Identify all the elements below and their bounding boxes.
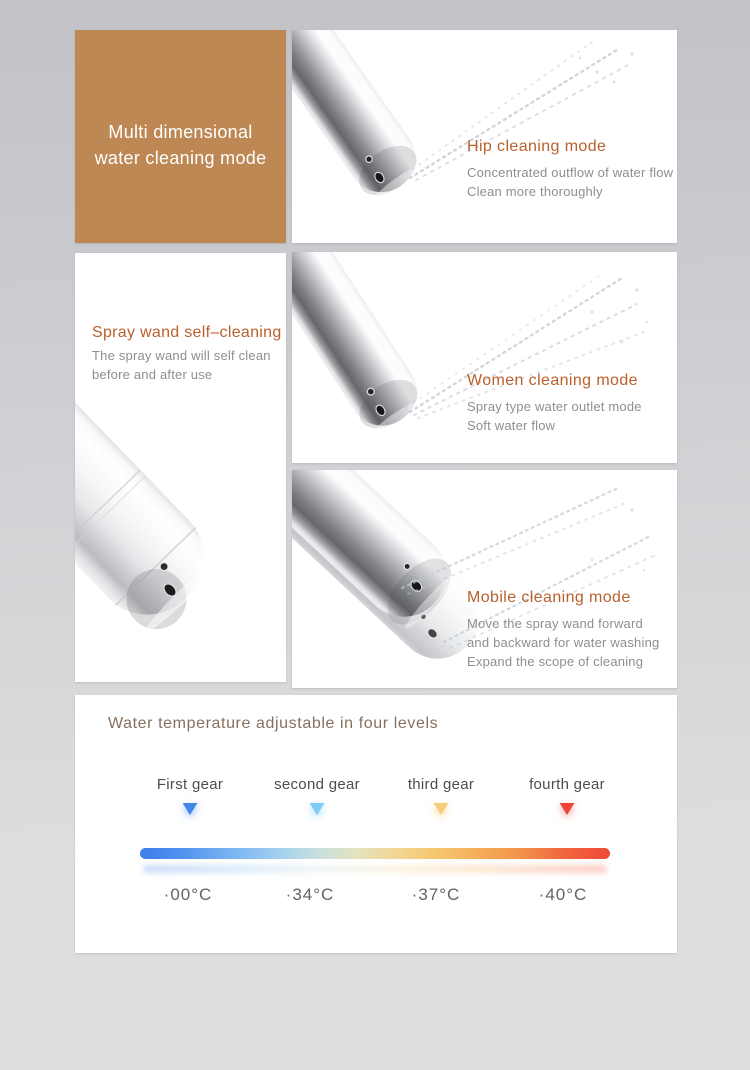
- spray-wand-icon: [292, 30, 677, 243]
- gear-column-third: [376, 776, 506, 815]
- mobile-mode-title: Mobile cleaning mode: [467, 589, 631, 606]
- gear-marker-triangle-icon: [560, 803, 575, 815]
- hip-desc-line1: Concentrated outflow of water flow: [467, 165, 674, 180]
- women-mode-title: Women cleaning mode: [467, 372, 638, 389]
- mobile-desc-line1: Move the spray wand forward: [467, 616, 643, 631]
- gear-label: second gear: [274, 776, 360, 793]
- gear-column-first: [125, 776, 255, 815]
- spray-wand-icon: [75, 253, 286, 682]
- gear-marker-triangle-icon: [434, 803, 449, 815]
- self-desc-line2: before and after use: [92, 367, 213, 382]
- gear-label: First gear: [156, 776, 224, 793]
- gear-column-fourth: [502, 776, 632, 815]
- gear-column-second: [252, 776, 382, 815]
- intro-card: [75, 30, 286, 243]
- temperature-card: [75, 695, 677, 953]
- temperature-bar-reflection: [143, 865, 607, 873]
- temperature-value: ·34°C: [285, 885, 335, 904]
- temperature-value: ·00°C: [163, 885, 213, 904]
- hip-mode-description: [467, 163, 673, 201]
- temperature-value: ·40°C: [538, 885, 588, 904]
- gear-label: fourth gear: [529, 776, 605, 793]
- hip-mode-card: [292, 30, 677, 243]
- self-cleaning-title: Spray wand self–cleaning: [92, 324, 282, 341]
- gear-marker-triangle-icon: [183, 803, 198, 815]
- water-spray-icon: [406, 42, 634, 180]
- self-desc-line1: The spray wand will self clean: [92, 348, 271, 363]
- mobile-desc-line3: Expand the scope of cleaning: [467, 654, 644, 669]
- self-cleaning-description: [92, 346, 271, 384]
- self-cleaning-card: [75, 253, 286, 682]
- gear-label: third gear: [407, 776, 475, 793]
- women-desc-line1: Spray type water outlet mode: [467, 399, 642, 414]
- gear-marker-triangle-icon: [310, 803, 325, 815]
- mobile-desc-line2: and backward for water washing: [467, 635, 660, 650]
- intro-title: [75, 119, 286, 171]
- mobile-mode-card: [292, 470, 677, 688]
- women-mode-description: [467, 397, 642, 435]
- hip-mode-title: Hip cleaning mode: [467, 138, 607, 155]
- intro-title-line1: Multi dimensional: [108, 122, 253, 142]
- intro-title-line2: water cleaning mode: [94, 148, 267, 168]
- women-desc-line2: Soft water flow: [467, 418, 556, 433]
- mobile-mode-description: [467, 614, 659, 671]
- hip-desc-line2: Clean more thoroughly: [467, 184, 603, 199]
- temperature-value: ·37°C: [411, 885, 461, 904]
- women-mode-card: [292, 252, 677, 463]
- temperature-gradient-bar: [140, 848, 610, 859]
- temperature-title: Water temperature adjustable in four levels: [108, 715, 439, 732]
